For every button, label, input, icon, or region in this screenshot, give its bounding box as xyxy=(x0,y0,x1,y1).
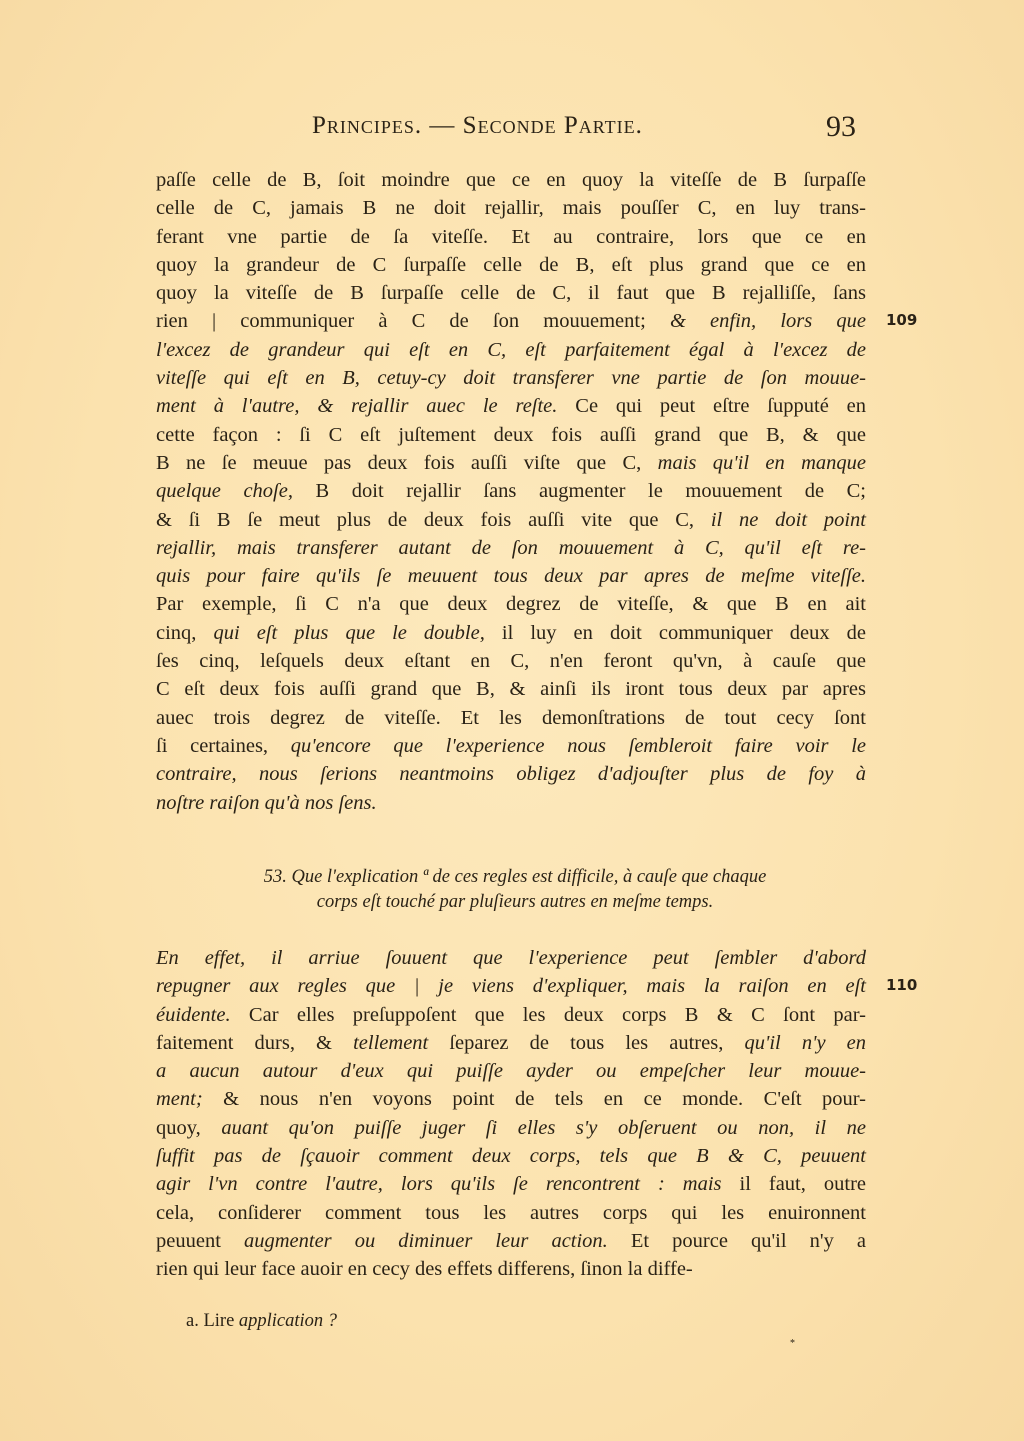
text-run: celle de C, jamais B ne doit rejallir, mais pouſſer C, en luy trans- xyxy=(156,197,866,220)
italic-run: qu'encore que l'experience nous ſembleroit faire voir le xyxy=(290,734,866,757)
text-line xyxy=(156,789,866,817)
text-line xyxy=(156,1114,866,1142)
text-line xyxy=(156,760,866,788)
paragraph-2 xyxy=(156,944,866,1284)
text-run: peuuent xyxy=(156,1229,244,1252)
italic-run: l'excez de grandeur qui eſt en C, eſt parfaitement égal à l'excez de xyxy=(156,338,866,361)
text-run: & ſi B ſe meut plus de deux fois auſſi vite que C, xyxy=(156,508,711,531)
footnote-marker: a. xyxy=(186,1311,199,1331)
text-run: rien qui leur face auoir en cecy des effets differens, ſinon la diffe- xyxy=(156,1258,693,1281)
footnote xyxy=(186,1311,337,1332)
text-run: quoy la grandeur de C ſurpaſſe celle de B, eſt plus grand que ce en xyxy=(156,253,866,276)
text-run: Car elles preſuppoſent que les deux corps B & C ſont par- xyxy=(230,1003,866,1026)
margin-number-109: 109 xyxy=(886,311,918,329)
text-line xyxy=(156,251,866,279)
text-run: B doit rejallir ſans augmenter le mouuement de C; xyxy=(292,480,866,503)
text-run: rien | communiquer à C de ſon mouuement; xyxy=(156,310,670,333)
text-line xyxy=(156,944,866,972)
text-line xyxy=(156,223,866,251)
italic-run: quelque choſe, xyxy=(156,480,293,503)
italic-run: viteſſe qui eſt en B, cetuy-cy doit transferer vne partie de ſon mouue- xyxy=(156,367,866,390)
text-line xyxy=(156,590,866,618)
italic-run: & enfin, lors que xyxy=(669,310,867,333)
text-run: auec trois degrez de viteſſe. Et les demonſtrations de tout cecy ſont xyxy=(156,706,866,729)
text-run: quoy, xyxy=(156,1116,222,1139)
text-line xyxy=(156,619,866,647)
italic-run: qu'il n'y en xyxy=(744,1031,867,1054)
italic-run: contraire, nous ſerions neantmoins obligez d'adjouſter plus de foy à xyxy=(156,763,866,786)
text-line xyxy=(156,732,866,760)
running-title: Principes. — Seconde Partie. xyxy=(312,112,643,139)
text-line xyxy=(156,364,866,392)
text-line xyxy=(156,1085,866,1113)
text-line xyxy=(156,704,866,732)
italic-run: qui eſt plus que le double, xyxy=(213,621,485,644)
text-run: ſes cinq, leſquels deux eſtant en C, n'en feront qu'vn, à cauſe que xyxy=(156,650,866,673)
italic-run: éuidente. xyxy=(156,1003,231,1026)
section-title-line: corps eſt touché par pluſieurs autres en meſme temps. xyxy=(316,892,714,912)
section-title xyxy=(180,865,850,915)
text-run: Et pource qu'il n'y a xyxy=(607,1229,866,1252)
italic-run: augmenter ou diminuer leur action. xyxy=(243,1229,608,1252)
text-run: C eſt deux fois auſſi grand que B, & ainſi ils iront tous deux par apres xyxy=(156,678,866,701)
text-line xyxy=(156,194,866,222)
section-title-line: 53. Que l'explication ª de ces regles est difficile, à cauſe que chaque xyxy=(263,867,767,887)
footnote-italic: application ? xyxy=(238,1311,338,1331)
text-line xyxy=(156,506,866,534)
text-line xyxy=(156,1001,866,1029)
text-run: Ce qui peut eſtre ſupputé en xyxy=(557,395,866,418)
text-line xyxy=(156,477,866,505)
text-run: & nous n'en voyons point de tels en ce monde. C'eſt pour- xyxy=(202,1088,866,1111)
italic-run: mais qu'il en manque xyxy=(657,451,866,474)
text-run: cela, conſiderer comment tous les autres corps qui les enuironnent xyxy=(156,1201,866,1224)
text-line xyxy=(156,972,866,1000)
italic-run: auant qu'on puiſſe juger ſi elles s'y obſeruent ou non, il ne xyxy=(221,1116,867,1139)
text-line xyxy=(156,307,866,335)
italic-run: noſtre raiſon qu'à nos ſens. xyxy=(156,791,377,814)
italic-run: ment; xyxy=(156,1088,203,1111)
text-line xyxy=(156,449,866,477)
text-line xyxy=(156,1029,866,1057)
text-line xyxy=(156,534,866,562)
text-line xyxy=(156,1227,866,1255)
text-run: quoy la viteſſe de B ſurpaſſe celle de C, il faut que B rejalliſſe, ſans xyxy=(156,282,866,305)
text-line xyxy=(156,336,866,364)
text-line xyxy=(156,1142,866,1170)
text-line xyxy=(156,279,866,307)
text-run: ſeparez de tous les autres, xyxy=(428,1031,745,1054)
text-line xyxy=(156,647,866,675)
text-run: cette façon : ſi C eſt juſtement deux fois auſſi grand que B, & que xyxy=(156,423,866,446)
italic-run: il ne doit point xyxy=(710,508,866,531)
italic-run: agir l'vn contre l'autre, lors qu'ils ſe rencontrent : mais xyxy=(156,1173,722,1196)
text-run: cinq, xyxy=(156,621,214,644)
italic-run: tellement xyxy=(353,1031,429,1054)
italic-run: repugner aux regles que | je viens d'expliquer, mais la raiſon en eſt xyxy=(156,975,866,998)
text-run: il faut, outre xyxy=(721,1173,866,1196)
text-run: faitement durs, & xyxy=(156,1031,354,1054)
text-line xyxy=(156,1170,866,1198)
page-number: 93 xyxy=(826,110,856,143)
ornament-mark: * xyxy=(790,1338,795,1349)
text-line xyxy=(156,392,866,420)
text-run: Par exemple, ſi C n'a que deux degrez de viteſſe, & que B en ait xyxy=(156,593,866,616)
text-run: il luy en doit communiquer deux de xyxy=(484,621,867,644)
text-run: B ne ſe meuue pas deux fois auſſi viſte que C, xyxy=(156,451,658,474)
text-line xyxy=(156,166,866,194)
page-header xyxy=(0,112,1024,148)
italic-run: a aucun autour d'eux qui puiſſe ayder ou empeſcher leur mouue- xyxy=(156,1060,866,1083)
italic-run: quis pour faire qu'ils ſe meuuent tous deux par apres de meſme viteſſe. xyxy=(156,565,866,588)
text-run: paſſe celle de B, ſoit moindre que ce en quoy la viteſſe de B ſurpaſſe xyxy=(156,169,866,191)
italic-run: ſuffit pas de ſçauoir comment deux corps, tels que B & C, peuuent xyxy=(156,1145,866,1168)
footnote-text: Lire xyxy=(203,1311,239,1331)
text-run: ferant vne partie de ſa viteſſe. Et au contraire, lors que ce en xyxy=(156,225,866,248)
text-run: ſi certaines, xyxy=(156,734,291,757)
text-line xyxy=(156,675,866,703)
text-line xyxy=(156,1199,866,1227)
text-line xyxy=(156,1255,866,1283)
margin-number-110: 110 xyxy=(886,976,918,994)
text-line xyxy=(156,562,866,590)
text-line xyxy=(156,1057,866,1085)
italic-run: rejallir, mais transferer autant de ſon mouuement à C, qu'il eſt re- xyxy=(156,536,866,559)
text-line xyxy=(156,421,866,449)
italic-run: En effet, il arriue ſouuent que l'experience peut ſembler d'abord xyxy=(156,947,866,969)
paragraph-1 xyxy=(156,166,866,817)
italic-run: ment à l'autre, & rejallir auec le reſte. xyxy=(156,395,558,418)
